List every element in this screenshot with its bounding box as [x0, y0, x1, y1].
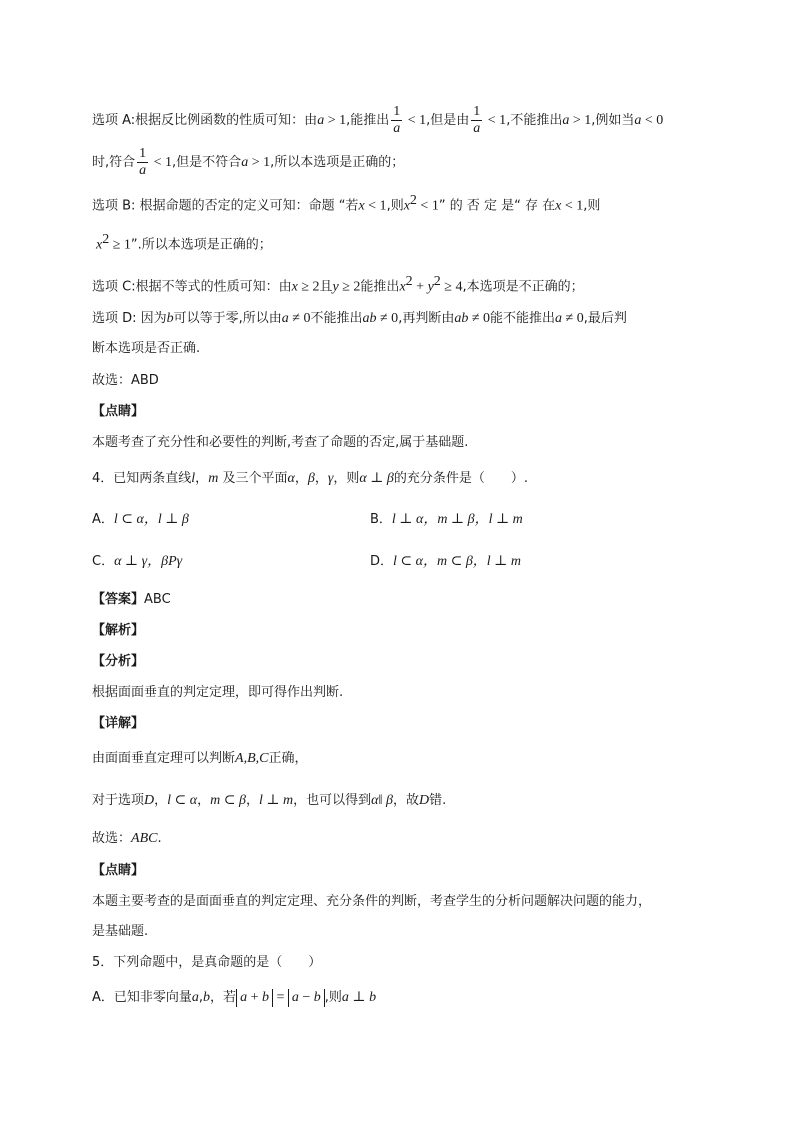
math: α ⊥ γ，βPγ [114, 554, 183, 569]
math-exponent: 2 [405, 274, 413, 289]
math: + [247, 990, 262, 1005]
math: ab [362, 311, 377, 326]
detail-line-3 [92, 830, 162, 848]
math: x [358, 198, 365, 214]
math-exponent: 2 [102, 232, 110, 247]
text: ， [195, 471, 209, 486]
text: 可以等于零,所以由 [173, 311, 282, 326]
analysis-q4: 根据面面垂直的判定定理，即可得作出判断. [92, 685, 344, 700]
math: ≠ 0 [562, 311, 584, 326]
math: ≠ 0 [468, 311, 491, 326]
tag-fenxi: 【分析】 [92, 654, 145, 669]
math: a [291, 990, 299, 1005]
absolute-value [288, 989, 325, 1007]
math: a [240, 990, 248, 1005]
option-a [92, 511, 189, 529]
tag-dianjing-q4: 【点睛】 [92, 863, 145, 878]
tag-dianjing: 【点睛】 [92, 404, 145, 419]
math: < 1 [484, 113, 507, 128]
math: α ⊥ β [359, 471, 394, 486]
math: D [144, 793, 155, 808]
math: < 1 [416, 198, 439, 214]
analysis-option-c [92, 273, 584, 296]
math: ⊥ [348, 990, 370, 1005]
note-q4-line-2: 是基础题. [92, 924, 149, 939]
answer-value: ABC [144, 592, 171, 607]
text: ,最后判 [583, 311, 627, 326]
math: a [317, 113, 325, 128]
text: ,例如当 [591, 113, 635, 128]
option-label: B． [370, 512, 392, 527]
math: x [399, 279, 406, 295]
text: ,则 [583, 198, 601, 214]
math: β [307, 471, 315, 486]
math: + [412, 279, 428, 295]
text: ， [245, 793, 259, 808]
fraction [391, 104, 402, 137]
math: γ [327, 471, 334, 486]
text: ,则 [324, 990, 342, 1005]
math: ≥ 1 [109, 237, 131, 253]
text: ,本选项是不正确的； [462, 279, 584, 295]
math: a [281, 311, 289, 326]
note-q3: 本题考查了充分性和必要性的判断,考查了命题的否定,属于基础题. [92, 435, 469, 450]
math: m ⊂ β [210, 793, 246, 808]
absolute-value [236, 989, 273, 1007]
math: l [191, 471, 196, 486]
text: ,则 [386, 198, 404, 214]
math: α [287, 471, 295, 486]
math: a [341, 990, 349, 1005]
math: − [298, 990, 314, 1005]
option-label: C． [92, 554, 115, 569]
text: 正确， [268, 751, 308, 766]
math: > 1 [569, 113, 592, 128]
text: ， [314, 471, 328, 486]
text: ”.所以本选项是正确的； [130, 237, 272, 253]
text: ，也可以得到 [293, 793, 372, 808]
text: ， [154, 793, 168, 808]
math: < 1 [404, 113, 427, 128]
note-q4-line-1: 本题主要考查的是面面垂直的判定定理、充分条件的判断，考查学生的分析问题解决问题的能力， [92, 894, 652, 909]
detail-line-1 [92, 750, 307, 768]
text: 错. [429, 793, 447, 808]
math: = [272, 990, 288, 1005]
math: x [403, 198, 410, 214]
denominator: a [393, 121, 401, 136]
text: ,不能推出 [506, 113, 563, 128]
text: . [157, 831, 162, 846]
math: b [203, 990, 211, 1005]
text: 能不能推出 [490, 311, 556, 326]
math: l ⊂ α [167, 793, 198, 808]
question-4 [92, 470, 528, 488]
fraction [471, 104, 482, 137]
analysis-option-d-line-2 [92, 340, 200, 358]
analysis-option-b-line-2 [96, 231, 272, 254]
math: y [427, 279, 434, 295]
denominator: a [139, 163, 147, 178]
analysis-option-a-line-1 [92, 104, 663, 137]
text: ,能推出 [346, 113, 390, 128]
tag-answer: 【答案】 [92, 592, 145, 607]
text: ， [197, 793, 211, 808]
math: b [166, 311, 174, 326]
detail-line-2 [92, 792, 446, 810]
answer-q3: 故选：ABD [92, 373, 159, 388]
text: 的充分条件是（ ）. [393, 471, 529, 486]
text: 选项 C:根据不等式的性质可知：由 [92, 279, 292, 295]
math: < 1 [150, 155, 173, 170]
math: < 0 [641, 113, 664, 128]
math: b [313, 990, 321, 1005]
math: > 1 [248, 155, 271, 170]
math: l ⊂ α，m ⊂ β，l ⊥ m [393, 554, 521, 569]
math: x [555, 198, 562, 214]
text: ，故 [392, 793, 419, 808]
math: l ⊥ α，m ⊥ β，l ⊥ m [391, 512, 523, 527]
text: 4．已知两条直线 [92, 471, 192, 486]
numerator: 1 [139, 146, 147, 161]
text: A．已知非零向量 [92, 990, 192, 1005]
answer-q4 [92, 591, 171, 609]
math: l ⊂ α，l ⊥ β [113, 512, 189, 527]
text: ，若 [210, 990, 237, 1005]
math: ≠ 0 [376, 311, 399, 326]
text: ， [294, 471, 308, 486]
math: a [634, 113, 642, 128]
text: ,再判断由 [398, 311, 455, 326]
math: α‖ β [371, 793, 393, 808]
analysis-option-a-line-2 [92, 146, 404, 179]
text: ,所以本选项是正确的； [270, 155, 405, 170]
text: ” 的 否 定 是“ 存 在 [438, 198, 556, 214]
math: ab [454, 311, 469, 326]
text: 选项 B: 根据命题的否定的定义可知：命题 “若 [92, 198, 359, 214]
analysis-option-b-line-1 [92, 192, 600, 215]
math-exponent: 2 [409, 193, 417, 208]
math: < 1 [364, 198, 387, 214]
math: ≠ 0 [288, 311, 311, 326]
math: x [291, 279, 298, 295]
math: b [369, 990, 377, 1005]
text: 能推出 [360, 279, 400, 295]
text: 由面面垂直定理可以判断 [92, 751, 236, 766]
math: l ⊥ m [258, 793, 294, 808]
math: < 1 [561, 198, 584, 214]
text: 及三个平面 [218, 471, 288, 486]
text: 不能推出 [310, 311, 363, 326]
math: a [241, 155, 249, 170]
text: ,但是不符合 [172, 155, 242, 170]
question-5-option-a [92, 989, 376, 1007]
analysis-option-d-line-1 [92, 310, 627, 328]
math: ≥ 4 [440, 279, 463, 295]
tag-xiangjie: 【详解】 [92, 716, 145, 731]
numerator: 1 [473, 104, 481, 119]
text: 故选： [92, 831, 132, 846]
math: A,B,C [235, 751, 269, 766]
math: ≥ 2 [338, 279, 361, 295]
option-label: D． [370, 554, 394, 569]
option-d [370, 553, 521, 571]
text: 选项 D: 因为 [92, 311, 167, 326]
text: ，则 [333, 471, 360, 486]
numerator: 1 [393, 104, 401, 119]
option-label: A． [92, 512, 114, 527]
text: 选项 A:根据反比例函数的性质可知：由 [92, 113, 318, 128]
math: D [418, 793, 430, 808]
text: 时,符合 [92, 155, 136, 170]
option-c [92, 553, 182, 571]
text: 且 [319, 279, 333, 295]
math: b [261, 990, 269, 1005]
tag-jiexi: 【解析】 [92, 623, 145, 638]
text: 对于选项 [92, 793, 145, 808]
math-exponent: 2 [433, 274, 441, 289]
math: a [191, 990, 199, 1005]
math: a [562, 113, 570, 128]
math: y [332, 279, 339, 295]
text: 断本选项是否正确. [92, 341, 201, 356]
math: a [555, 311, 563, 326]
math: x [96, 237, 103, 253]
math: ≥ 2 [297, 279, 320, 295]
math: m [208, 471, 219, 486]
math: > 1 [324, 113, 347, 128]
option-b [370, 511, 523, 529]
fraction [137, 146, 148, 179]
text: , [198, 990, 204, 1005]
math: ABC [131, 831, 158, 846]
text: ,但是由 [426, 113, 470, 128]
question-5: 5．下列命题中，是真命题的是（ ） [92, 955, 322, 970]
denominator: a [473, 121, 481, 136]
